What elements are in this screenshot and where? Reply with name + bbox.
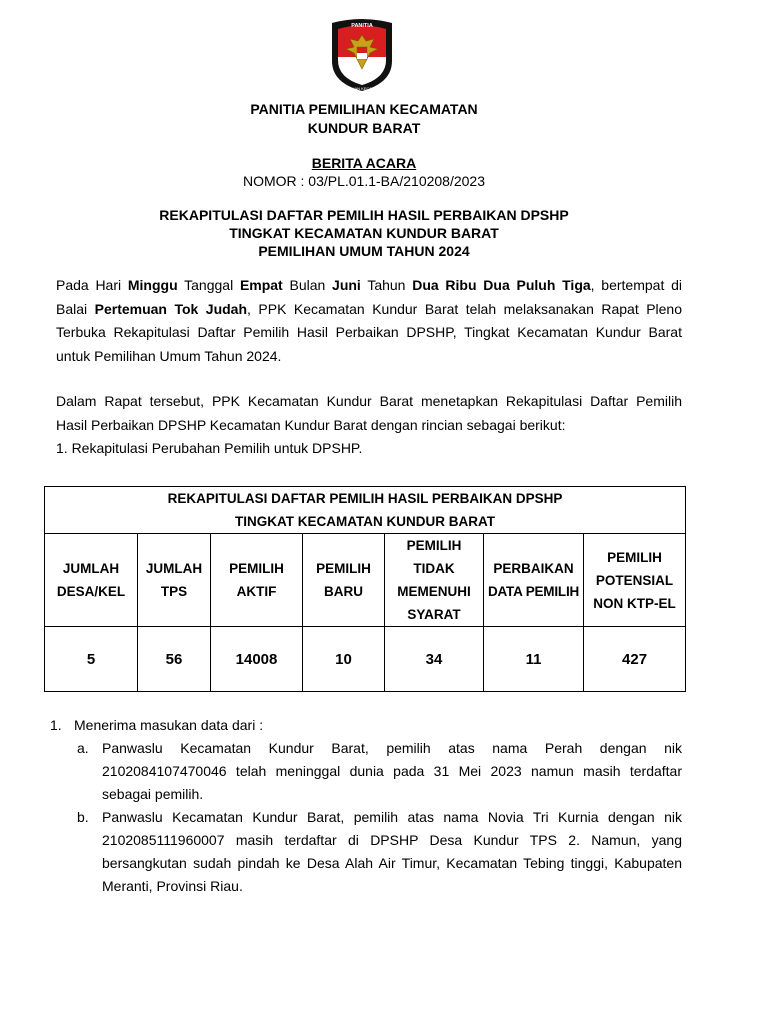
col-header-pemilih-aktif: PEMILIH AKTIF [211, 534, 303, 627]
header-line1: PANITIA PEMILIHAN KECAMATAN [250, 101, 478, 117]
doc-number: NOMOR : 03/PL.01.1-BA/210208/2023 [242, 173, 486, 189]
logo-bottom-text: PEMILIHAN KECAMATAN [338, 86, 386, 91]
col-header-perbaikan: PERBAIKAN DATA PEMILIH [484, 534, 584, 627]
para1-line1: Pada Hari Minggu Tanggal Empat Bulan Juni Tahun Dua Ribu Dua Puluh Tiga, bertempat di [56, 277, 682, 293]
cell-pemilih-aktif: 14008 [211, 627, 303, 692]
col-header-jumlah-desa: JUMLAH DESA/KEL [45, 534, 138, 627]
note-b-letter: b. [77, 809, 89, 825]
para1-line2: Balai Pertemuan Tok Judah, PPK Kecamatan Kundur Barat telah melaksanakan Rapat Pleno [56, 300, 683, 317]
list-item-rekap: 1. Rekapitulasi Perubahan Pemilih untuk DPSHP. [56, 440, 363, 456]
para2-line2: Hasil Perbaikan DPSHP Kecamatan Kundur Barat dengan rincian sebagai berikut: [56, 416, 566, 433]
note-a-line1: Panwaslu Kecamatan Kundur Barat, pemilih atas nama Perah dengan nik [102, 740, 682, 756]
cell-potensial: 427 [584, 627, 686, 692]
opening-paragraph [56, 274, 682, 368]
cell-pemilih-baru: 10 [303, 627, 385, 692]
cell-tms: 34 [385, 627, 484, 692]
table-row [45, 627, 686, 692]
note-b-line3: bersangkutan sudah pindah ke Desa Alah Air Timur, Kecamatan Tebing tinggi, Kabupaten [102, 855, 682, 871]
notes-number: 1. [50, 717, 62, 733]
para1-line4: untuk Pemilihan Umum Tahun 2024. [56, 347, 282, 364]
col-header-potensial: PEMILIH POTENSIAL NON KTP-EL [584, 534, 686, 627]
title-line1: REKAPITULASI DAFTAR PEMILIH HASIL PERBAIKAN DPSHP [159, 207, 569, 223]
logo-top-text: PANITIA [351, 23, 373, 29]
kpu-emblem-logo [328, 17, 396, 93]
para2-line1: Dalam Rapat tersebut, PPK Kecamatan Kundur Barat menetapkan Rekapitulasi Daftar Pemilih [56, 393, 682, 409]
para1-line3: Terbuka Rekapitulasi Daftar Pemilih Hasil Perbaikan DPSHP, Tingkat Kecamatan Kundur Barat [56, 324, 682, 340]
note-a-line3: sebagai pemilih. [102, 786, 204, 802]
note-b-line2: 2102085111960007 masih terdaftar di DPSHP Desa Kundur TPS 2. Namun, yang [102, 832, 682, 848]
rekap-table [44, 486, 686, 692]
notes-intro-text: Menerima masukan data dari : [74, 717, 264, 733]
title-line2: TINGKAT KECAMATAN KUNDUR BARAT [229, 225, 499, 241]
cell-jumlah-tps: 56 [138, 627, 211, 692]
title-line3: PEMILIHAN UMUM TAHUN 2024 [258, 243, 470, 259]
header-line2: KUNDUR BARAT [307, 120, 421, 136]
col-header-tms: PEMILIH TIDAK MEMENUHI SYARAT [385, 534, 484, 627]
col-header-pemilih-baru: PEMILIH BARU [303, 534, 385, 627]
cell-jumlah-desa: 5 [45, 627, 138, 692]
table-header-row [45, 534, 686, 627]
cell-perbaikan: 11 [484, 627, 584, 692]
col-header-jumlah-tps: JUMLAH TPS [138, 534, 211, 627]
note-b-line1: Panwaslu Kecamatan Kundur Barat, pemilih atas nama Novia Tri Kurnia dengan nik [102, 809, 682, 825]
table-title: REKAPITULASI DAFTAR PEMILIH HASIL PERBAIKAN DPSHP TINGKAT KECAMATAN KUNDUR BARAT [45, 487, 686, 534]
note-a-letter: a. [77, 740, 89, 756]
doc-type: BERITA ACARA [311, 155, 417, 171]
second-paragraph [56, 390, 682, 437]
notes-intro [50, 714, 682, 737]
note-a-line2: 2102084107470046 telah meninggal dunia pada 31 Mei 2023 namun masih terdaftar [102, 763, 682, 779]
note-b-line4: Meranti, Provinsi Riau. [102, 878, 243, 894]
